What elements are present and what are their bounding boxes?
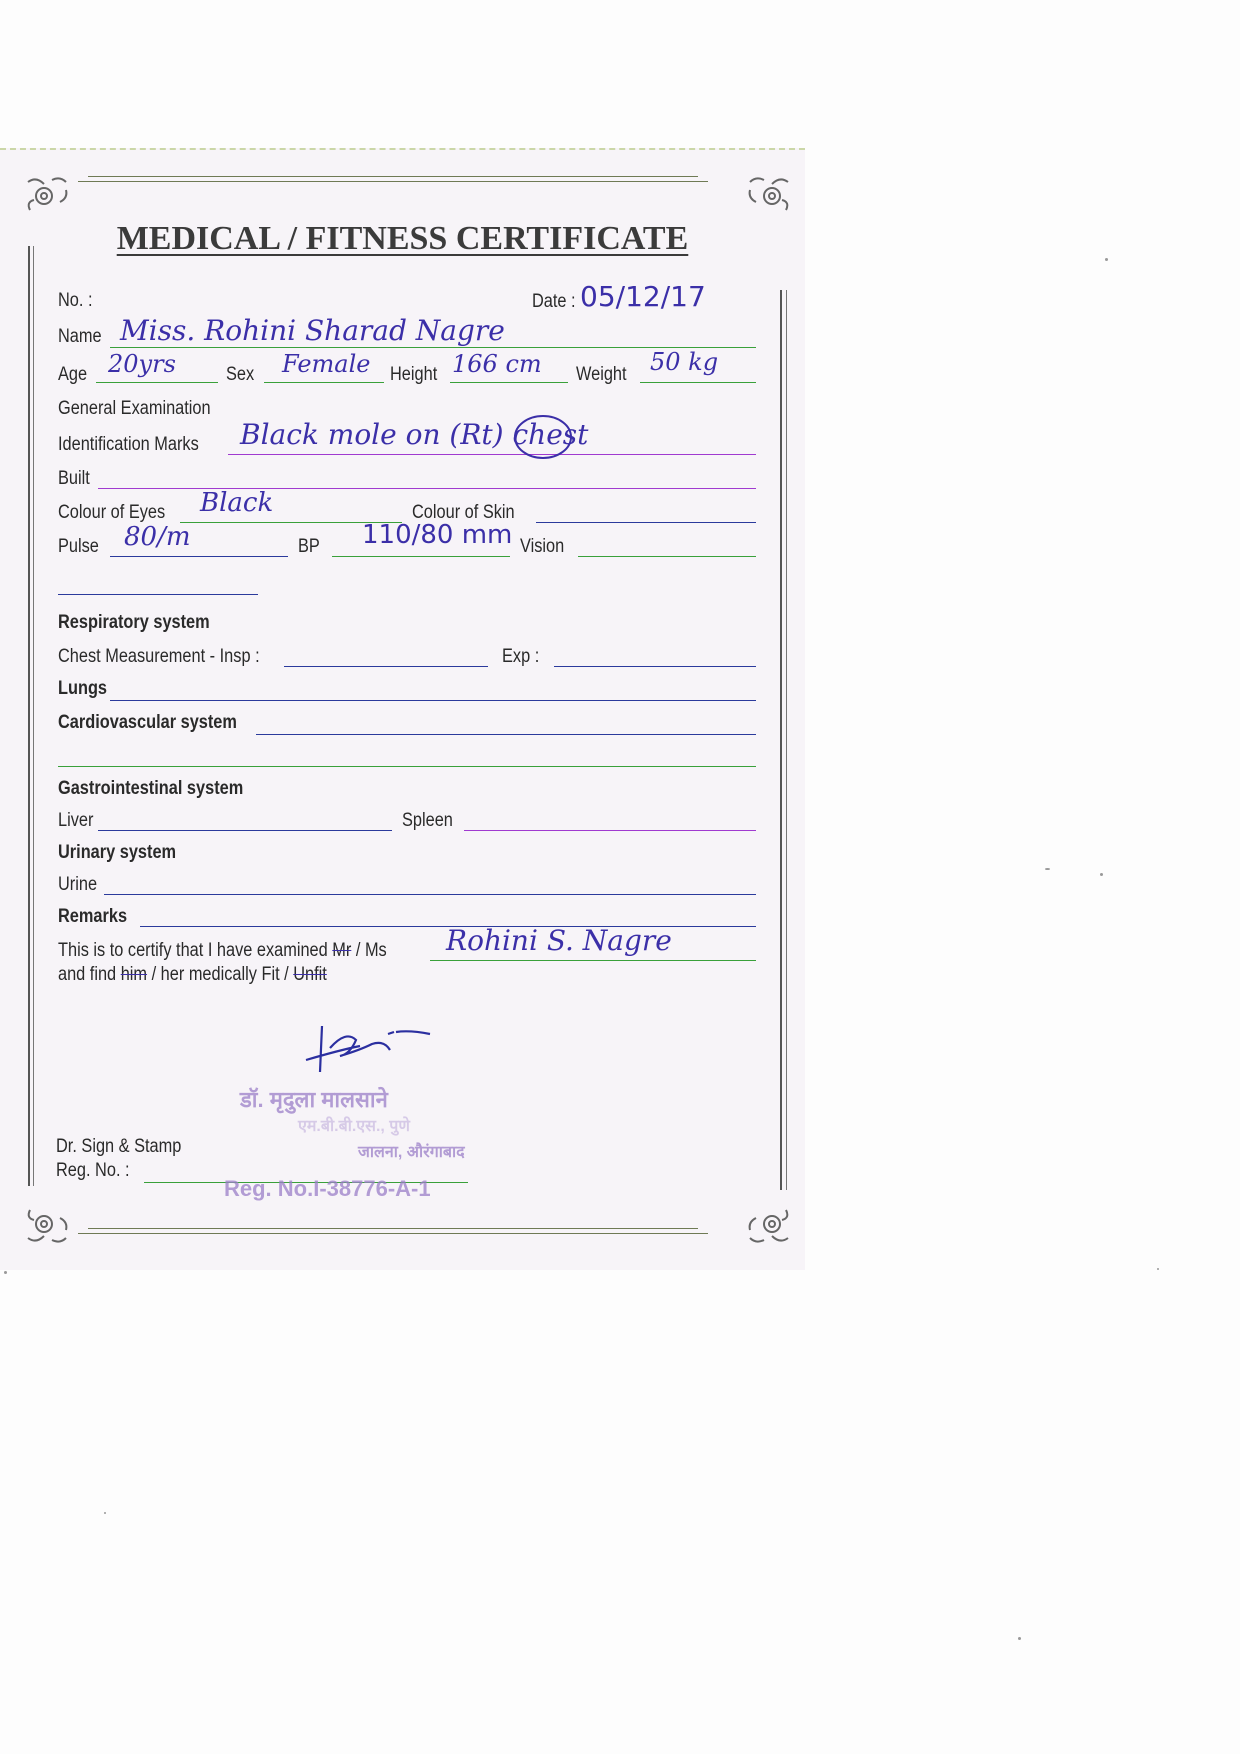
identification-marks-line [228, 454, 756, 455]
pulse-line [110, 556, 288, 557]
stamp-reg-number: Reg. No.I-38776-A-1 [224, 1176, 431, 1201]
built-label: Built [58, 468, 90, 489]
colour-of-eyes-label: Colour of Eyes [58, 502, 166, 523]
left-border-line [33, 246, 34, 1186]
no-label: No. : [58, 290, 93, 311]
corner-ornament-icon [22, 172, 74, 224]
weight-value[interactable]: 50 kg [650, 348, 719, 376]
cardiovascular-system-label: Cardiovascular system [58, 712, 237, 733]
weight-line [640, 382, 756, 383]
sex-line [264, 382, 384, 383]
corner-ornament-icon [22, 1196, 74, 1248]
speck [1018, 1637, 1021, 1640]
age-line [96, 382, 218, 383]
urinary-system-heading: Urinary system [58, 842, 177, 863]
speck [1100, 873, 1103, 876]
certify-mr-struck: Mr [332, 940, 352, 961]
right-border-line [786, 290, 787, 1190]
age-value[interactable]: 20yrs [108, 350, 176, 378]
certify-him-struck: him [120, 964, 148, 985]
sex-value[interactable]: Female [282, 350, 371, 378]
gastrointestinal-system-heading: Gastrointestinal system [58, 778, 244, 799]
top-border-line [88, 176, 698, 177]
certify-statement-line-1 [58, 940, 387, 962]
colour-of-skin-line [536, 522, 756, 523]
stamp-line-2: एम.बी.बी.एस., पुणे [298, 1118, 410, 1135]
bottom-border-line [78, 1233, 708, 1234]
certify-name-value[interactable]: Rohini S. Nagre [446, 924, 672, 957]
extra-line [58, 594, 258, 595]
identification-marks-value[interactable]: Black mole on (Rt) chest [240, 418, 589, 451]
sex-label: Sex [226, 364, 255, 385]
age-label: Age [58, 364, 88, 385]
speck [1157, 1268, 1159, 1270]
date-label: Date : [532, 291, 576, 312]
general-examination-label: General Examination [58, 398, 211, 419]
speck [1105, 258, 1108, 261]
name-label: Name [58, 326, 102, 347]
corner-ornament-icon [742, 172, 794, 224]
certificate-title: MEDICAL / FITNESS CERTIFICATE [116, 220, 689, 257]
certify-unfit-struck: Unfit [293, 964, 327, 985]
certify-text-2a: and find [58, 964, 117, 985]
vision-label: Vision [520, 536, 565, 557]
top-border-line [78, 181, 708, 182]
pulse-label: Pulse [58, 536, 99, 557]
circled-rt-mark [510, 412, 576, 462]
speck [1045, 868, 1050, 870]
height-value[interactable]: 166 cm [452, 350, 542, 378]
built-line [98, 488, 756, 489]
doctor-signature [300, 1020, 440, 1090]
name-value[interactable]: Miss. Rohini Sharad Nagre [120, 314, 505, 347]
stamp-line-3: जालना, औरंगाबाद [358, 1144, 465, 1161]
bp-value[interactable]: 110/80 mm [362, 520, 513, 550]
certify-text: This is to certify that I have examined [58, 940, 328, 961]
liver-line [98, 830, 392, 831]
cardiovascular-line-2 [58, 766, 756, 767]
certify-statement-line-2 [58, 964, 327, 986]
speck [104, 1512, 106, 1514]
urine-line [104, 894, 756, 895]
right-border-line [780, 290, 782, 1190]
certify-name-line [430, 960, 756, 961]
vision-line [578, 556, 756, 557]
remarks-label: Remarks [58, 906, 128, 927]
lungs-line [110, 700, 756, 701]
bp-line [332, 556, 510, 557]
certificate-sheet [0, 148, 805, 1270]
urine-label: Urine [58, 874, 98, 895]
weight-label: Weight [576, 364, 627, 385]
pulse-value[interactable]: 80/m [124, 522, 191, 552]
lungs-label: Lungs [58, 678, 108, 699]
bp-label: BP [298, 536, 320, 557]
reg-no-label: Reg. No. : [56, 1160, 130, 1181]
liver-label: Liver [58, 810, 94, 831]
spleen-label: Spleen [402, 810, 453, 831]
identification-marks-label: Identification Marks [58, 434, 199, 455]
exp-label: Exp : [502, 646, 540, 667]
date-value[interactable]: 05/12/17 [580, 280, 706, 313]
corner-ornament-icon [742, 1196, 794, 1248]
speck [4, 1271, 7, 1274]
chest-measurement-label: Chest Measurement - Insp : [58, 646, 260, 667]
cardiovascular-line [256, 734, 756, 735]
colour-of-eyes-value[interactable]: Black [200, 488, 274, 518]
certify-ms: / Ms [355, 940, 387, 961]
bottom-border-line [88, 1228, 698, 1229]
spleen-line [464, 830, 756, 831]
respiratory-system-heading: Respiratory system [58, 612, 210, 633]
height-label: Height [390, 364, 438, 385]
colour-of-skin-label: Colour of Skin [412, 502, 515, 523]
chest-insp-line [284, 666, 488, 667]
chest-exp-line [554, 666, 756, 667]
doctor-sign-stamp-label: Dr. Sign & Stamp [56, 1136, 182, 1157]
left-border-line [28, 246, 30, 1186]
stamp-line-1: डॉ. मृदुला मालसाने [240, 1087, 388, 1112]
certify-text-2b: / her medically Fit / [151, 964, 289, 985]
height-line [450, 382, 568, 383]
